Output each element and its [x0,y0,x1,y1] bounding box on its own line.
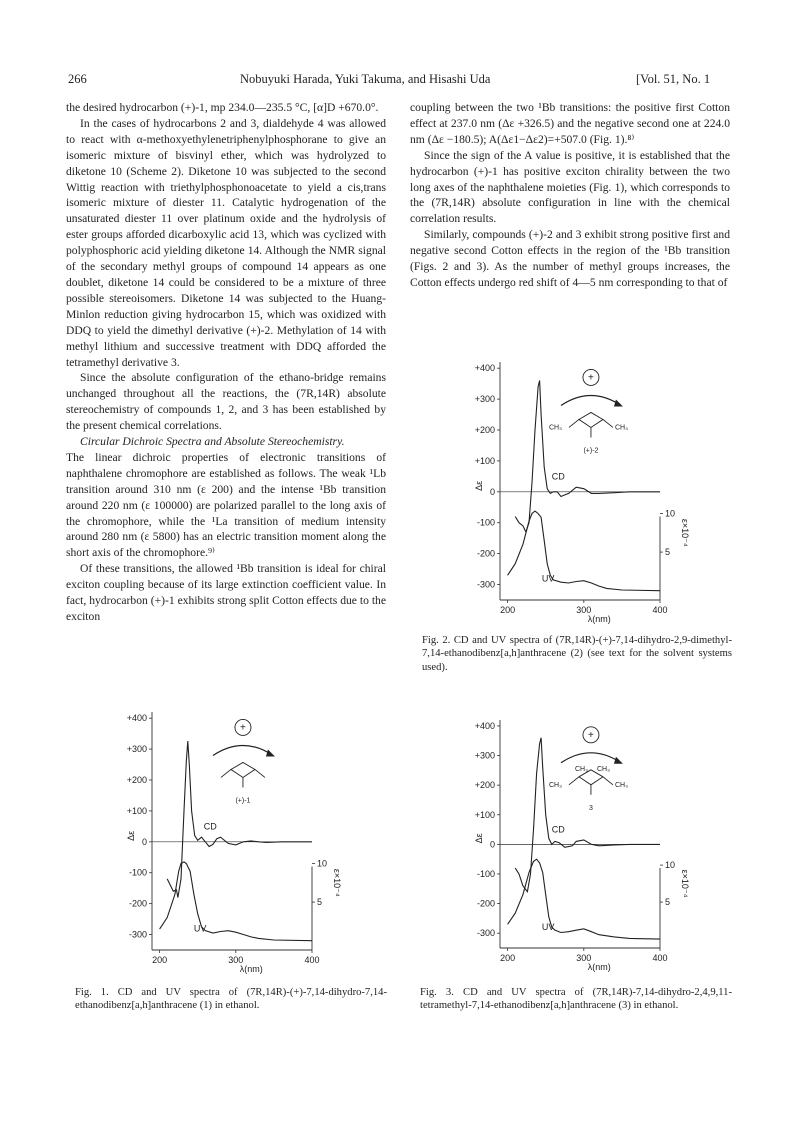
plus-sign: + [588,729,594,741]
exciton-arrow-arc [213,745,273,755]
arrow-head [614,399,623,406]
y-tick-label: +400 [474,363,495,374]
exciton-arrow-arc [561,753,621,763]
y-axis-label: Δε [474,833,484,844]
arrow-head [614,757,623,764]
y-tick-label: 0 [489,839,495,850]
y-tick-label: -100 [128,867,147,878]
x-tick-label: 300 [576,605,592,615]
cd-curve [515,738,660,892]
paragraph: Similarly, compounds (+)-2 and 3 exhibit strong positive first and negative second Cotton effects in the region of the ¹Bb transition (Figs. 2 and 3). As the number of methyl groups increases, the Cotton effects undergo red shift of 4—5 nm corresponding to that of [410,228,730,289]
y-tick-label: +300 [126,744,147,755]
y-tick-label: +200 [474,425,495,435]
paragraph: In the cases of hydrocarbons 2 and 3, dialdehyde 4 was allowed to react with α-methoxyethylenetriphenylphosphorane to give an isomeric mixture of bisvinyl ether, which was hydrolyzed to diketone 10 (Scheme 2). Diketone 10 was subjected to the second Wittig reaction with triethylphosphonoacetate to yield a cis,trans isomeric mixture of diester 11. Catalytic hydrogenation of the unsaturated diester 11 over platinum oxide and the hydrolysis of ester groups afforded dicarboxylic acid 13, which was cyclized with polyphosphoric acid yielding diketone 14. Although the NMR signal of the secondary methyl groups of compound 14 appears as one doublet, diketone 14 could be considered to be a mixture of three possible stereoisomers. Diketone 14 was subjected to the Huang-Minlon reduction giving hydrocarbon 15, which was oxidized with DDQ to yield the dimethyl derivative (+)-2. Methylation of 14 with methyl lithium and successive treatment with DDQ afforded the tetramethyl derivative 3. [66,116,386,369]
x-tick-label: 300 [576,953,592,963]
y-axis-label: Δε [126,830,136,841]
compound-label: (+)-1 [235,797,251,805]
cd-curve [515,381,660,533]
x-axis-label: λ(nm) [239,964,263,974]
plus-sign: + [240,722,246,734]
uv-label: UV [193,923,207,934]
y-tick-label: +200 [126,775,147,785]
right-tick-label: 10 [665,508,676,519]
x-axis-label: λ(nm) [587,614,611,624]
y-tick-label: -100 [476,517,495,528]
figure-2-chart [448,350,698,630]
methyl-label: CH₃ [548,781,562,789]
naphthalene-frame [221,762,265,787]
y-tick-label: +200 [474,780,495,791]
y-tick-label: -300 [476,579,495,590]
y-tick-label: -300 [476,928,495,939]
methyl-label: CH₃ [614,781,628,789]
uv-label: UV [541,573,555,584]
paragraph: The linear dichroic properties of electronic transitions of naphthalene chromophore are established as follows. The weak ¹Lb transition around 310 nm (ε 200) and the intense ¹Bb transition around 220 nm (ε 100000) are polarized parallel to the long axis of the chromophore, while the ¹La transition of medium intensity around 280 nm (ε 5800) has an electric transition moment along the short axis of the chromophore.⁹⁾ [66,450,386,560]
right-tick-label: 5 [317,897,323,908]
y-tick-label: -300 [128,929,147,940]
uv-curve [160,862,312,941]
plus-sign: + [588,372,594,384]
uv-label: UV [541,922,555,933]
y-tick-label: -200 [476,548,495,559]
y-tick-label: +100 [474,455,495,466]
x-axis-label: λ(nm) [587,962,611,972]
right-column [410,100,730,291]
right-axis-label: ε×10⁻⁴ [680,518,690,547]
methyl-label: CH₃ [548,424,562,432]
methyl-label: CH₃ [614,424,628,432]
y-tick-label: +300 [474,394,495,405]
x-tick-label: 200 [500,953,516,963]
figure-3-caption: Fig. 3. CD and UV spectra of (7R,14R)-7,14-dihydro-2,4,9,11-tetramethyl-7,14-ethanodibenz[a,h]anthracene (3) in ethanol. [420,987,732,1012]
x-tick-label: 300 [228,955,244,965]
molecule-structure [549,369,628,454]
left-column [66,100,386,625]
y-tick-label: +100 [474,809,495,820]
y-tick-label: -200 [128,898,147,909]
y-tick-label: -100 [476,868,495,879]
x-tick-label: 400 [652,953,668,963]
cd-label: CD [551,824,565,835]
figure-1-caption: Fig. 1. CD and UV spectra of (7R,14R)-(+)-7,14-dihydro-7,14-ethanodibenz[a,h]anthracene (1) in ethanol. [75,987,387,1012]
paragraph: Since the absolute configuration of the ethano-bridge remains unchanged throughout all the reactions, the (7R,14R) absolute stereochemistry of compounds 1, 2, and 3 has been established by the present chemical correlations. [66,371,386,433]
y-tick-label: +400 [474,720,495,731]
y-tick-label: +400 [126,713,147,724]
y-tick-label: -200 [476,898,495,909]
right-tick-label: 10 [317,858,328,869]
right-axis-label: ε×10⁻⁴ [332,868,342,897]
right-axis-label: ε×10⁻⁴ [680,869,690,898]
figure-3-chart [448,708,698,978]
uv-curve [508,511,660,591]
paragraph: Since the sign of the A value is positive, it is established that the hydrocarbon (+)-1 has positive exciton chirality between the two long axes of the naphthalene moieties (Fig. 1), which corresponds to the (7R,14R) absolute configuration in line with the chemical correlation results. [410,148,730,226]
cd-label: CD [551,471,565,482]
right-tick-label: 5 [665,897,671,908]
page-number: 266 [68,72,87,86]
paragraph: coupling between the two ¹Bb transitions: the positive first Cotton effect at 237.0 nm (Δε +326.5) and the negative second one at 224.0 nm (Δε −180.5); A(Δε1−Δε2)=+507.0 (Fig. 1).⁸⁾ [410,101,730,146]
molecule-structure [213,719,275,804]
right-tick-label: 10 [665,860,676,871]
y-axis-label: Δε [474,480,484,491]
x-tick-label: 200 [500,605,516,615]
x-tick-label: 200 [152,955,168,965]
journal-volume: [Vol. 51, No. 1 [636,72,711,86]
x-tick-label: 400 [652,605,668,615]
figure-1-chart [100,700,350,980]
y-tick-label: 0 [489,486,495,497]
exciton-arrow-arc [561,395,621,405]
compound-label: 3 [588,804,593,812]
section-heading: Circular Dichroic Spectra and Absolute Stereochemistry. [80,435,345,449]
paragraph: Of these transitions, the allowed ¹Bb transition is ideal for chiral exciton coupling because of its large extinction coefficient value. In fact, hydrocarbon (+)-1 exhibits strong split Cotton effects due to the exciton [66,562,386,623]
y-tick-label: +300 [474,750,495,761]
running-authors: Nobuyuki Harada, Yuki Takuma, and Hisashi Uda [240,72,491,86]
y-tick-label: +100 [126,805,147,816]
methyl-label: CH₃ [574,765,588,773]
naphthalene-frame [569,770,613,795]
y-tick-label: 0 [141,836,147,847]
cd-label: CD [203,821,217,832]
figure-2-caption: Fig. 2. CD and UV spectra of (7R,14R)-(+)-7,14-dihydro-2,9-dimethyl-7,14-ethanodibenz[a,h]anthracene (2) (see text for the solvent systems used). [422,635,732,673]
naphthalene-frame [569,412,613,437]
x-tick-label: 400 [304,955,320,965]
methyl-label: CH₃ [596,765,610,773]
molecule-structure [549,727,628,812]
compound-label: (+)-2 [583,447,599,455]
right-tick-label: 5 [665,547,671,558]
paragraph: the desired hydrocarbon (+)-1, mp 234.0—235.5 °C, [α]D +670.0°. [66,101,379,114]
arrow-head [266,749,275,756]
